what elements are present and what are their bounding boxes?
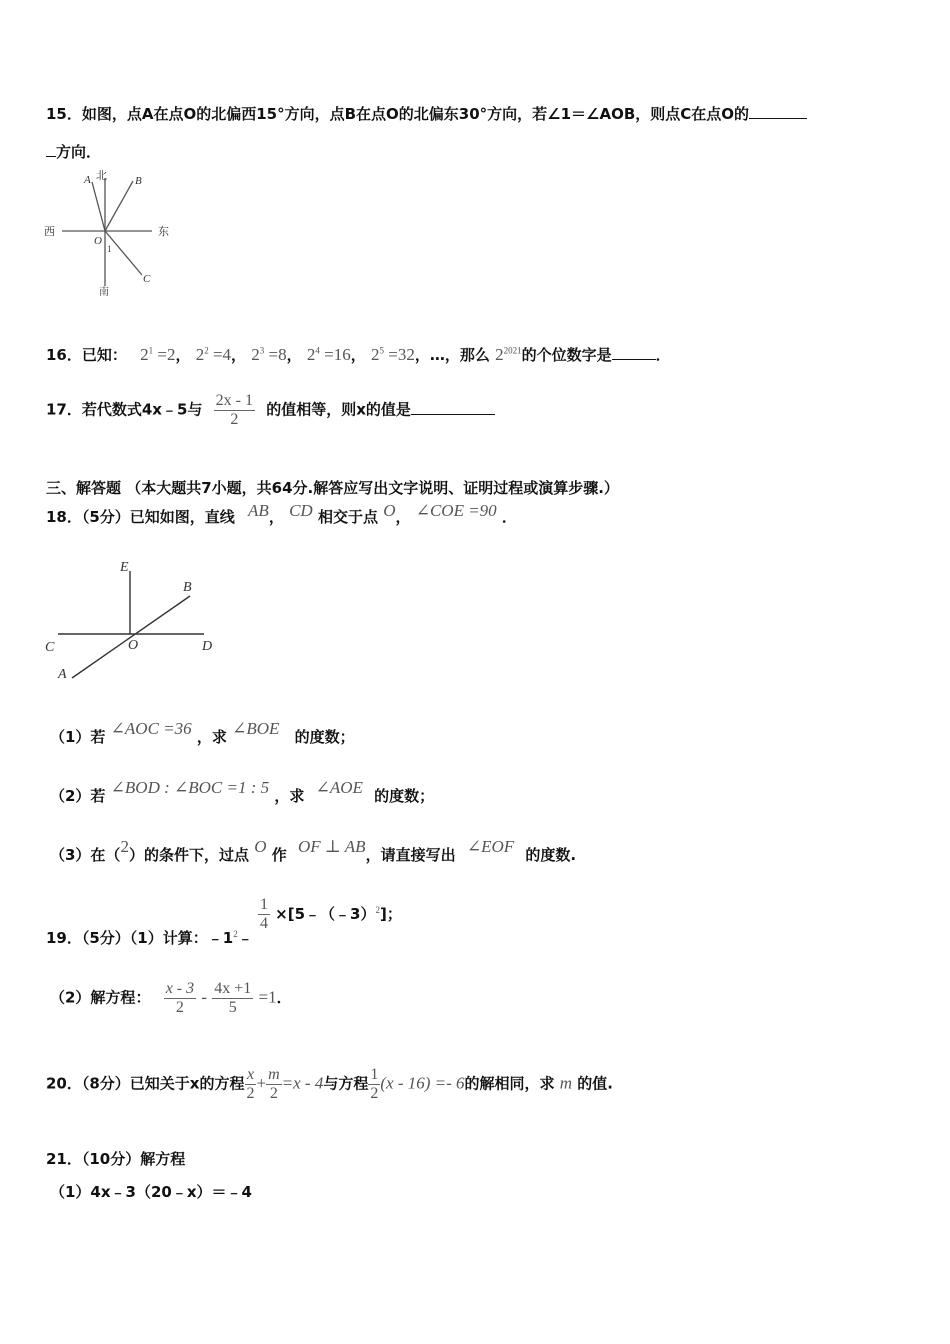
mid: 与方程 [323, 1074, 369, 1093]
sep: ， [231, 346, 247, 364]
q15-line2-text: 方向． [56, 143, 102, 161]
q18-prefix: 18．（5分）已知如图，直线 [46, 508, 235, 526]
eq2: (x - 16) =- 6 [380, 1073, 465, 1093]
base: 2 [140, 345, 149, 364]
mid1: ）的条件下，过点 [128, 846, 249, 864]
label-A: A [84, 174, 91, 186]
q15-blank-cont [46, 144, 56, 157]
eq1: =x - 4 [281, 1073, 324, 1093]
line-CD: CD [289, 501, 313, 520]
q18-figure [40, 556, 230, 686]
math: OF ⊥ AB [297, 837, 366, 856]
suf: 的度数； [294, 728, 355, 746]
den: 2 [230, 410, 239, 428]
q18-condition: ∠COE =90 [415, 501, 497, 520]
comma: ， [395, 508, 411, 526]
q16-mid: ，…，那么 [414, 346, 490, 364]
num: 4x +1 [214, 980, 252, 997]
q20-frac3 [368, 1066, 380, 1102]
ray-OA [92, 182, 105, 231]
var-m: m [559, 1073, 573, 1093]
fig-label-E: E [120, 560, 129, 575]
q19-fraction [258, 896, 270, 932]
num: 1 [259, 896, 268, 913]
math2: ∠BOE [232, 719, 280, 738]
val: =4 [212, 345, 232, 364]
fig-label-C: C [45, 640, 55, 655]
base: 2 [195, 345, 205, 364]
val: =32 [388, 345, 415, 364]
label-angle-1: 1 [107, 244, 112, 254]
den: 5 [228, 998, 237, 1016]
q16-prefix: 16．已知： [46, 346, 127, 364]
q20-frac1 [245, 1066, 257, 1102]
minus: ﹣ [237, 928, 253, 947]
q21-title: 21．（10分）解方程 [46, 1150, 186, 1168]
q19-text [46, 929, 253, 947]
sep: ， [286, 346, 302, 364]
minus: - [201, 987, 208, 1007]
pre: （2）解方程： [50, 988, 151, 1007]
val: =2 [157, 345, 176, 364]
suf: 的度数. [525, 846, 577, 864]
o: O [254, 837, 267, 856]
q16-power-4 [307, 345, 351, 364]
ray-OB [105, 181, 133, 231]
val: =8 [268, 345, 287, 364]
q18-part2 [50, 778, 435, 806]
q16-power-2 [196, 345, 231, 364]
mid2: 的解相同，求 [464, 1074, 555, 1093]
q18-end: ． [501, 508, 517, 526]
point-O: O [383, 501, 396, 520]
den: 2 [370, 1084, 379, 1102]
eq: =1 [258, 987, 277, 1007]
label-west: 西 [44, 226, 55, 238]
den: 2 [175, 998, 184, 1016]
pre: （3）在（ [50, 846, 121, 864]
mid: ，求 [196, 728, 227, 746]
exp: 1 [148, 345, 154, 356]
num: x - 3 [165, 980, 195, 997]
q15-line1 [46, 103, 807, 124]
suf: 的值. [577, 1074, 613, 1093]
q20 [46, 1066, 613, 1102]
den: 2 [269, 1084, 278, 1102]
q20-frac2 [266, 1066, 282, 1102]
q17-fraction [214, 392, 255, 428]
base: 2 [495, 345, 504, 364]
q19-frac1 [164, 980, 196, 1016]
q21-part1: （1）4x﹣3（20﹣x）＝﹣4 [50, 1183, 252, 1201]
q19-frac2 [212, 980, 253, 1016]
q15-line2 [46, 141, 101, 162]
math: ∠BOD : ∠BOC =1 : 5 [110, 778, 270, 797]
val: =16 [324, 345, 351, 364]
den: 4 [259, 914, 268, 932]
q19-part2 [50, 980, 292, 1016]
q19-part1 [46, 896, 402, 947]
plus: + [256, 1073, 267, 1093]
sep: ， [175, 346, 191, 364]
q16-end: ． [655, 346, 671, 364]
pre: （2）若 [50, 787, 106, 805]
base: 2 [370, 345, 380, 364]
end: ]； [379, 904, 402, 923]
exp: 3 [259, 345, 265, 356]
end: ． [276, 988, 292, 1007]
q16-power-1 [140, 345, 175, 364]
fig-label-A: A [58, 667, 67, 682]
q15-text: 15．如图，点A在点O的北偏西15°方向，点B在点O的北偏东30°方向，若∠1＝∠AOB，则点C在点O的 [46, 105, 750, 123]
fig-label-O: O [128, 638, 139, 653]
label-O: O [94, 235, 102, 247]
q16-power-5 [371, 345, 415, 364]
q18 [46, 501, 517, 527]
suf: 的度数； [374, 787, 435, 805]
comma: ， [268, 508, 284, 526]
label-north: 北 [96, 170, 107, 182]
base: 2 [251, 345, 260, 364]
math2: ∠AOE [315, 778, 363, 797]
q16-power-3 [251, 345, 286, 364]
q16-suffix: 的个位数字是 [521, 346, 612, 364]
sep: ， [350, 346, 366, 364]
q18-mid: 相交于点 [317, 508, 378, 526]
label-B: B [135, 175, 142, 187]
line-AB-drawn [72, 596, 190, 678]
q16-blank [612, 347, 656, 360]
q17-prefix: 17．若代数式4x﹣5与 [46, 400, 203, 419]
q16 [46, 344, 671, 365]
exp: 5 [379, 345, 384, 356]
label-south: 南 [99, 287, 109, 298]
den: 2 [246, 1084, 255, 1102]
fig-label-D: D [202, 639, 213, 654]
q15-compass-figure [40, 168, 180, 300]
n: 2 [120, 837, 129, 856]
q18-part1 [50, 719, 355, 747]
math2: ∠EOF [466, 837, 515, 856]
q16-big-power [495, 345, 522, 364]
q17-suffix: 的值相等，则x的值是 [266, 400, 411, 419]
q15-blank [749, 106, 807, 119]
rest: ×[5﹣（﹣3） [275, 904, 376, 923]
fig-label-B: B [183, 580, 192, 595]
label-C: C [143, 273, 151, 285]
base: 2 [306, 345, 316, 364]
q17-blank [411, 402, 495, 415]
num: 2x - 1 [215, 392, 253, 409]
mid3: ，请直接写出 [365, 846, 456, 864]
mid: ，求 [274, 787, 305, 805]
pre: （1）若 [50, 728, 106, 746]
line-AB: AB [248, 501, 269, 520]
num: x [246, 1066, 255, 1083]
section-3-heading: 三、解答题 （本大题共7小题，共64分.解答应写出文字说明、证明过程或演算步骤.） [46, 479, 619, 497]
num: m [268, 1066, 280, 1083]
label-east: 东 [158, 226, 169, 238]
q18-part3 [50, 837, 577, 865]
prefix: 20．（8分）已知关于x的方程 [46, 1074, 245, 1093]
sq2: 2 [375, 904, 380, 915]
prefix: 19．（5分）（1）计算：﹣1 [46, 928, 234, 947]
q17 [46, 392, 495, 428]
exp: 4 [315, 345, 320, 356]
exp: 2021 [503, 345, 522, 356]
mid2: 作 [271, 846, 287, 864]
exp: 2 [204, 345, 209, 356]
sq: 2 [233, 928, 238, 939]
q19-rest [275, 905, 402, 923]
math: ∠AOC =36 [110, 719, 192, 738]
num: 1 [370, 1066, 379, 1083]
